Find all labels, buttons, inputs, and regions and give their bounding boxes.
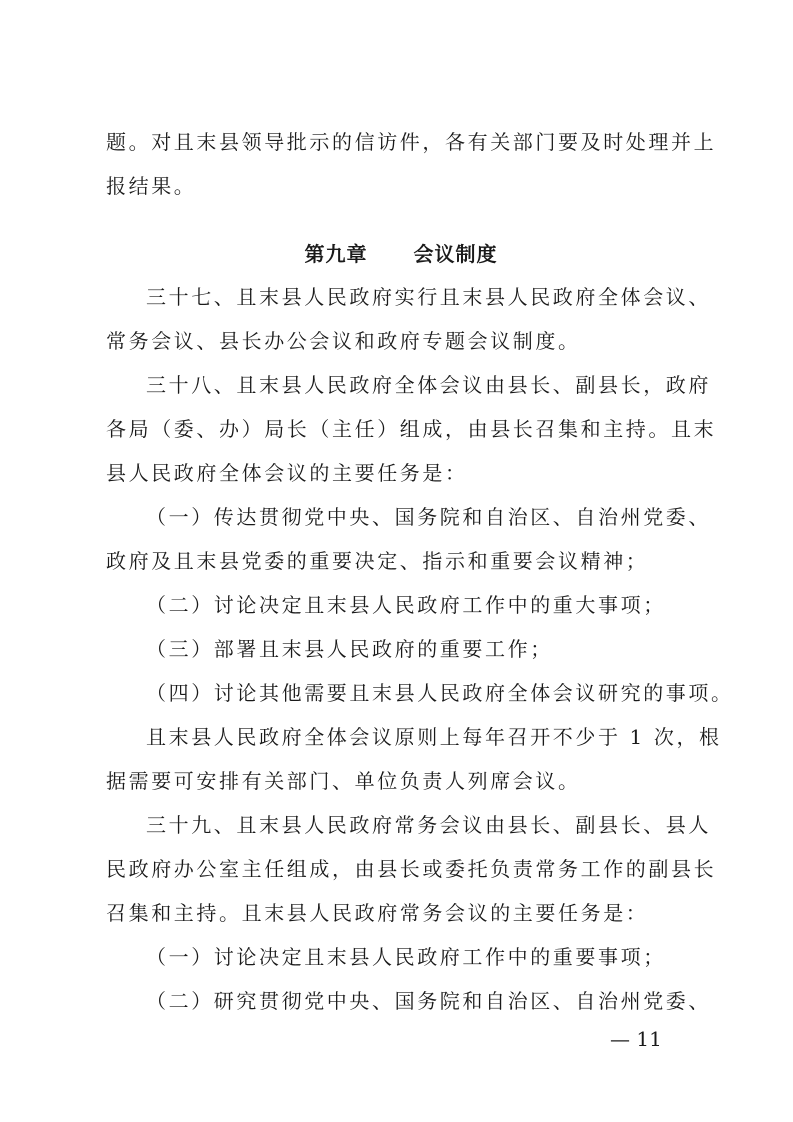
paragraph-line: （三）部署且末县人民政府的重要工作；	[146, 637, 553, 661]
paragraph-line: （一）传达贯彻党中央、国务院和自治区、自治州党委、	[146, 505, 711, 529]
paragraph-line: （二）研究贯彻党中央、国务院和自治区、自治州党委、	[146, 989, 711, 1013]
chapter-heading	[106, 240, 696, 268]
paragraph-line: 据需要可安排有关部门、单位负责人列席会议。	[106, 769, 581, 793]
paragraph-line: 各局（委、办）局长（主任）组成，由县长召集和主持。且末	[106, 417, 717, 441]
paragraph-line: 常务会议、县长办公会议和政府专题会议制度。	[106, 329, 581, 353]
paragraph-line: 报结果。	[106, 174, 197, 198]
paragraph-line: （四）讨论其他需要且末县人民政府全体会议研究的事项。	[146, 681, 734, 705]
paragraph-line: 且末县人民政府全体会议原则上每年召开不少于 1 次，根	[146, 725, 722, 749]
paragraph-line: 三十八、且末县人民政府全体会议由县长、副县长，政府	[146, 373, 711, 397]
chapter-number: 第九章	[304, 242, 368, 266]
paragraph-line: 政府及且末县党委的重要决定、指示和重要会议精神；	[106, 549, 649, 573]
paragraph-line: 三十九、且末县人民政府常务会议由县长、副县长、县人	[146, 813, 711, 837]
paragraph-line: 民政府办公室主任组成，由县长或委托负责常务工作的副县长	[106, 857, 717, 881]
chapter-title: 会议制度	[413, 242, 498, 266]
page-number: — 11	[610, 1027, 662, 1051]
paragraph-line: 题。对且末县领导批示的信访件，各有关部门要及时处理并上	[106, 130, 717, 154]
paragraph-line: 召集和主持。且末县人民政府常务会议的主要任务是：	[106, 901, 649, 925]
paragraph-line: （二）讨论决定且末县人民政府工作中的重大事项；	[146, 593, 666, 617]
paragraph-line: （一）讨论决定且末县人民政府工作中的重要事项；	[146, 945, 666, 969]
paragraph-line: 县人民政府全体会议的主要任务是：	[106, 461, 468, 485]
paragraph-line: 三十七、且末县人民政府实行且末县人民政府全体会议、	[146, 285, 711, 309]
